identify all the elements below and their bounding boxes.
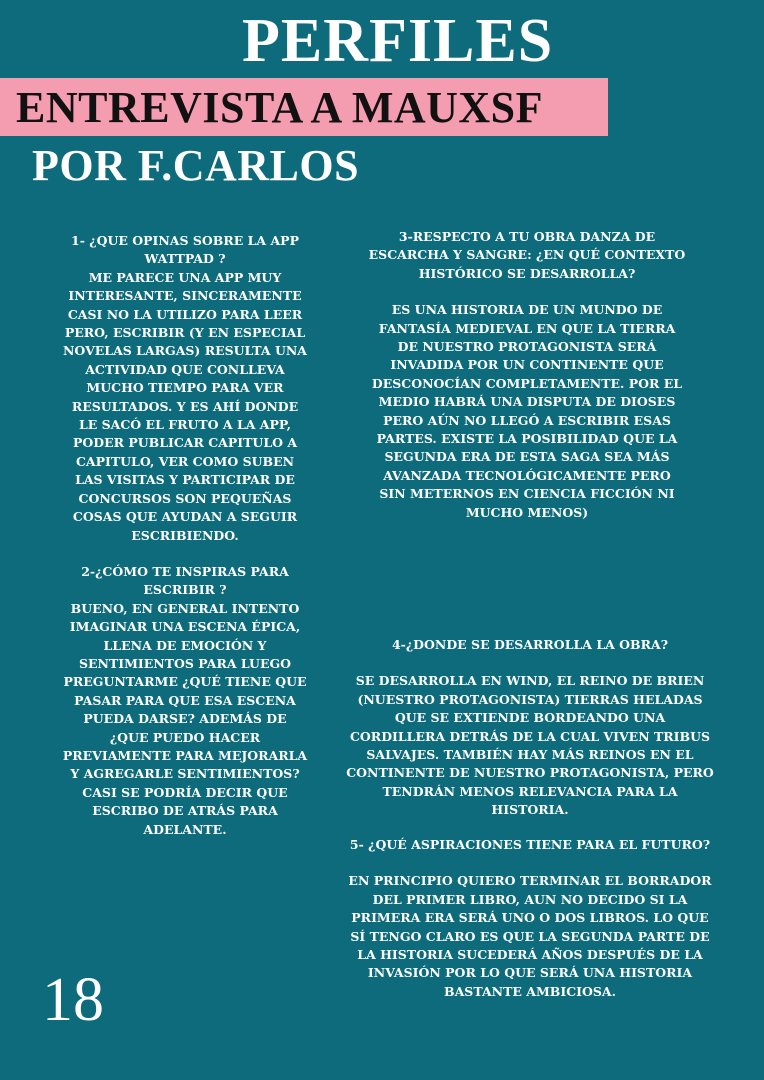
question-2: 2-¿CÓMO TE INSPIRAS PARA ESCRIBIR ? <box>81 563 289 598</box>
right-column-bottom <box>346 836 714 1001</box>
question-5: 5- ¿QUÉ ASPIRACIONES TIENE PARA EL FUTURO? <box>349 837 711 852</box>
right-column-middle <box>346 636 714 820</box>
byline: POR F.CARLOS <box>32 141 360 190</box>
question-3: 3-RESPECTO A TU OBRA DANZA DE ESCARCHA Y SANGRE: ¿EN QUÉ CONTEXTO HISTÓRICO SE DESARROLLA? <box>368 229 686 281</box>
question-4: 4-¿DONDE SE DESARROLLA LA OBRA? <box>391 637 669 652</box>
right-column-top <box>368 228 686 522</box>
left-column <box>62 232 308 839</box>
question-1: 1- ¿QUE OPINAS SOBRE LA APP WATTPAD ? <box>71 233 299 267</box>
answer-4: SE DESARROLLA EN WIND, EL REINO DE BRIEN (NUESTRO PROTAGONISTA) TIERRAS HELADAS QUE SE EXTIENDE BORDEANDO UNA CORDILLERA DETRÁS DE LA CUAL VIVEN TRIBUS SALVAJES. TAMBIÉN HAY MÁS REINOS EN EL CONTINENTE DE NUESTRO PROTAGONISTA, PERO TENDRÁN MENOS RELEVANCIA PARA LA HISTORIA. <box>346 673 714 818</box>
answer-1: ME PARECE UNA APP MUY INTERESANTE, SINCERAMENTE CASI NO LA UTILIZO PARA LEER PERO, ESCRIBIR (Y EN ESPECIAL NOVELAS LARGAS) RESULTA UNA ACTIVIDAD QUE CONLLEVA MUCHO TIEMPO PARA VER RESULTADOS. Y ES AHÍ DONDE LE SACÓ EL FRUTO A LA APP, PODER PUBLICAR CAPITULO A CAPITULO, VER COMO SUBEN LAS VISITAS Y PARTICIPAR DE CONCURSOS SON PEQUEÑAS COSAS QUE AYUDAN A SEGUIR ESCRIBIENDO. <box>62 269 308 543</box>
answer-2: BUENO, EN GENERAL INTENTO IMAGINAR UNA ESCENA ÉPICA, LLENA DE EMOCIÓN Y SENTIMIENTOS PARA LUEGO PREGUNTARME ¿QUÉ TIENE QUE PASAR PARA QUE ESA ESCENA PUEDA DARSE? ADEMÁS DE ¿QUE PUEDO HACER PREVIAMENTE PARA MEJORARLA Y AGREGARLE SENTIMIENTOS? CASI SE PODRÍA DECIR QUE ESCRIBO DE ATRÁS PARA ADELANTE. <box>62 600 308 837</box>
headline: ENTREVISTA A MAUXSF <box>16 83 544 132</box>
section-title: PERFILES <box>242 7 554 75</box>
answer-5: EN PRINCIPIO QUIERO TERMINAR EL BORRADOR DEL PRIMER LIBRO, AUN NO DECIDO SI LA PRIMERA ERA SERÁ UNO O DOS LIBROS. LO QUE SÍ TENGO CLARO ES QUE LA SEGUNDA PARTE DE LA HISTORIA SUCEDERÁ AÑOS DESPUÉS DE LA INVASIÓN POR LO QUE SERÁ UNA HISTORIA BASTANTE AMBICIOSA. <box>348 873 712 999</box>
page-number: 18 <box>42 966 104 1034</box>
answer-3: ES UNA HISTORIA DE UN MUNDO DE FANTASÍA MEDIEVAL EN QUE LA TIERRA DE NUESTRO PROTAGONISTA SERÁ INVADIDA POR UN CONTINENTE QUE DESCONOCÍAN COMPLETAMENTE. POR EL MEDIO HABRÁ UNA DISPUTA DE DIOSES PERO AÚN NO LLEGÓ A ESCRIBIR ESAS PARTES. EXISTE LA POSIBILIDAD QUE LA SEGUNDA ERA DE ESTA SAGA SEA MÁS AVANZADA TECNOLÓGICAMENTE PERO SIN METERNOS EN CIENCIA FICCIÓN NI MUCHO MENOS) <box>371 302 683 520</box>
